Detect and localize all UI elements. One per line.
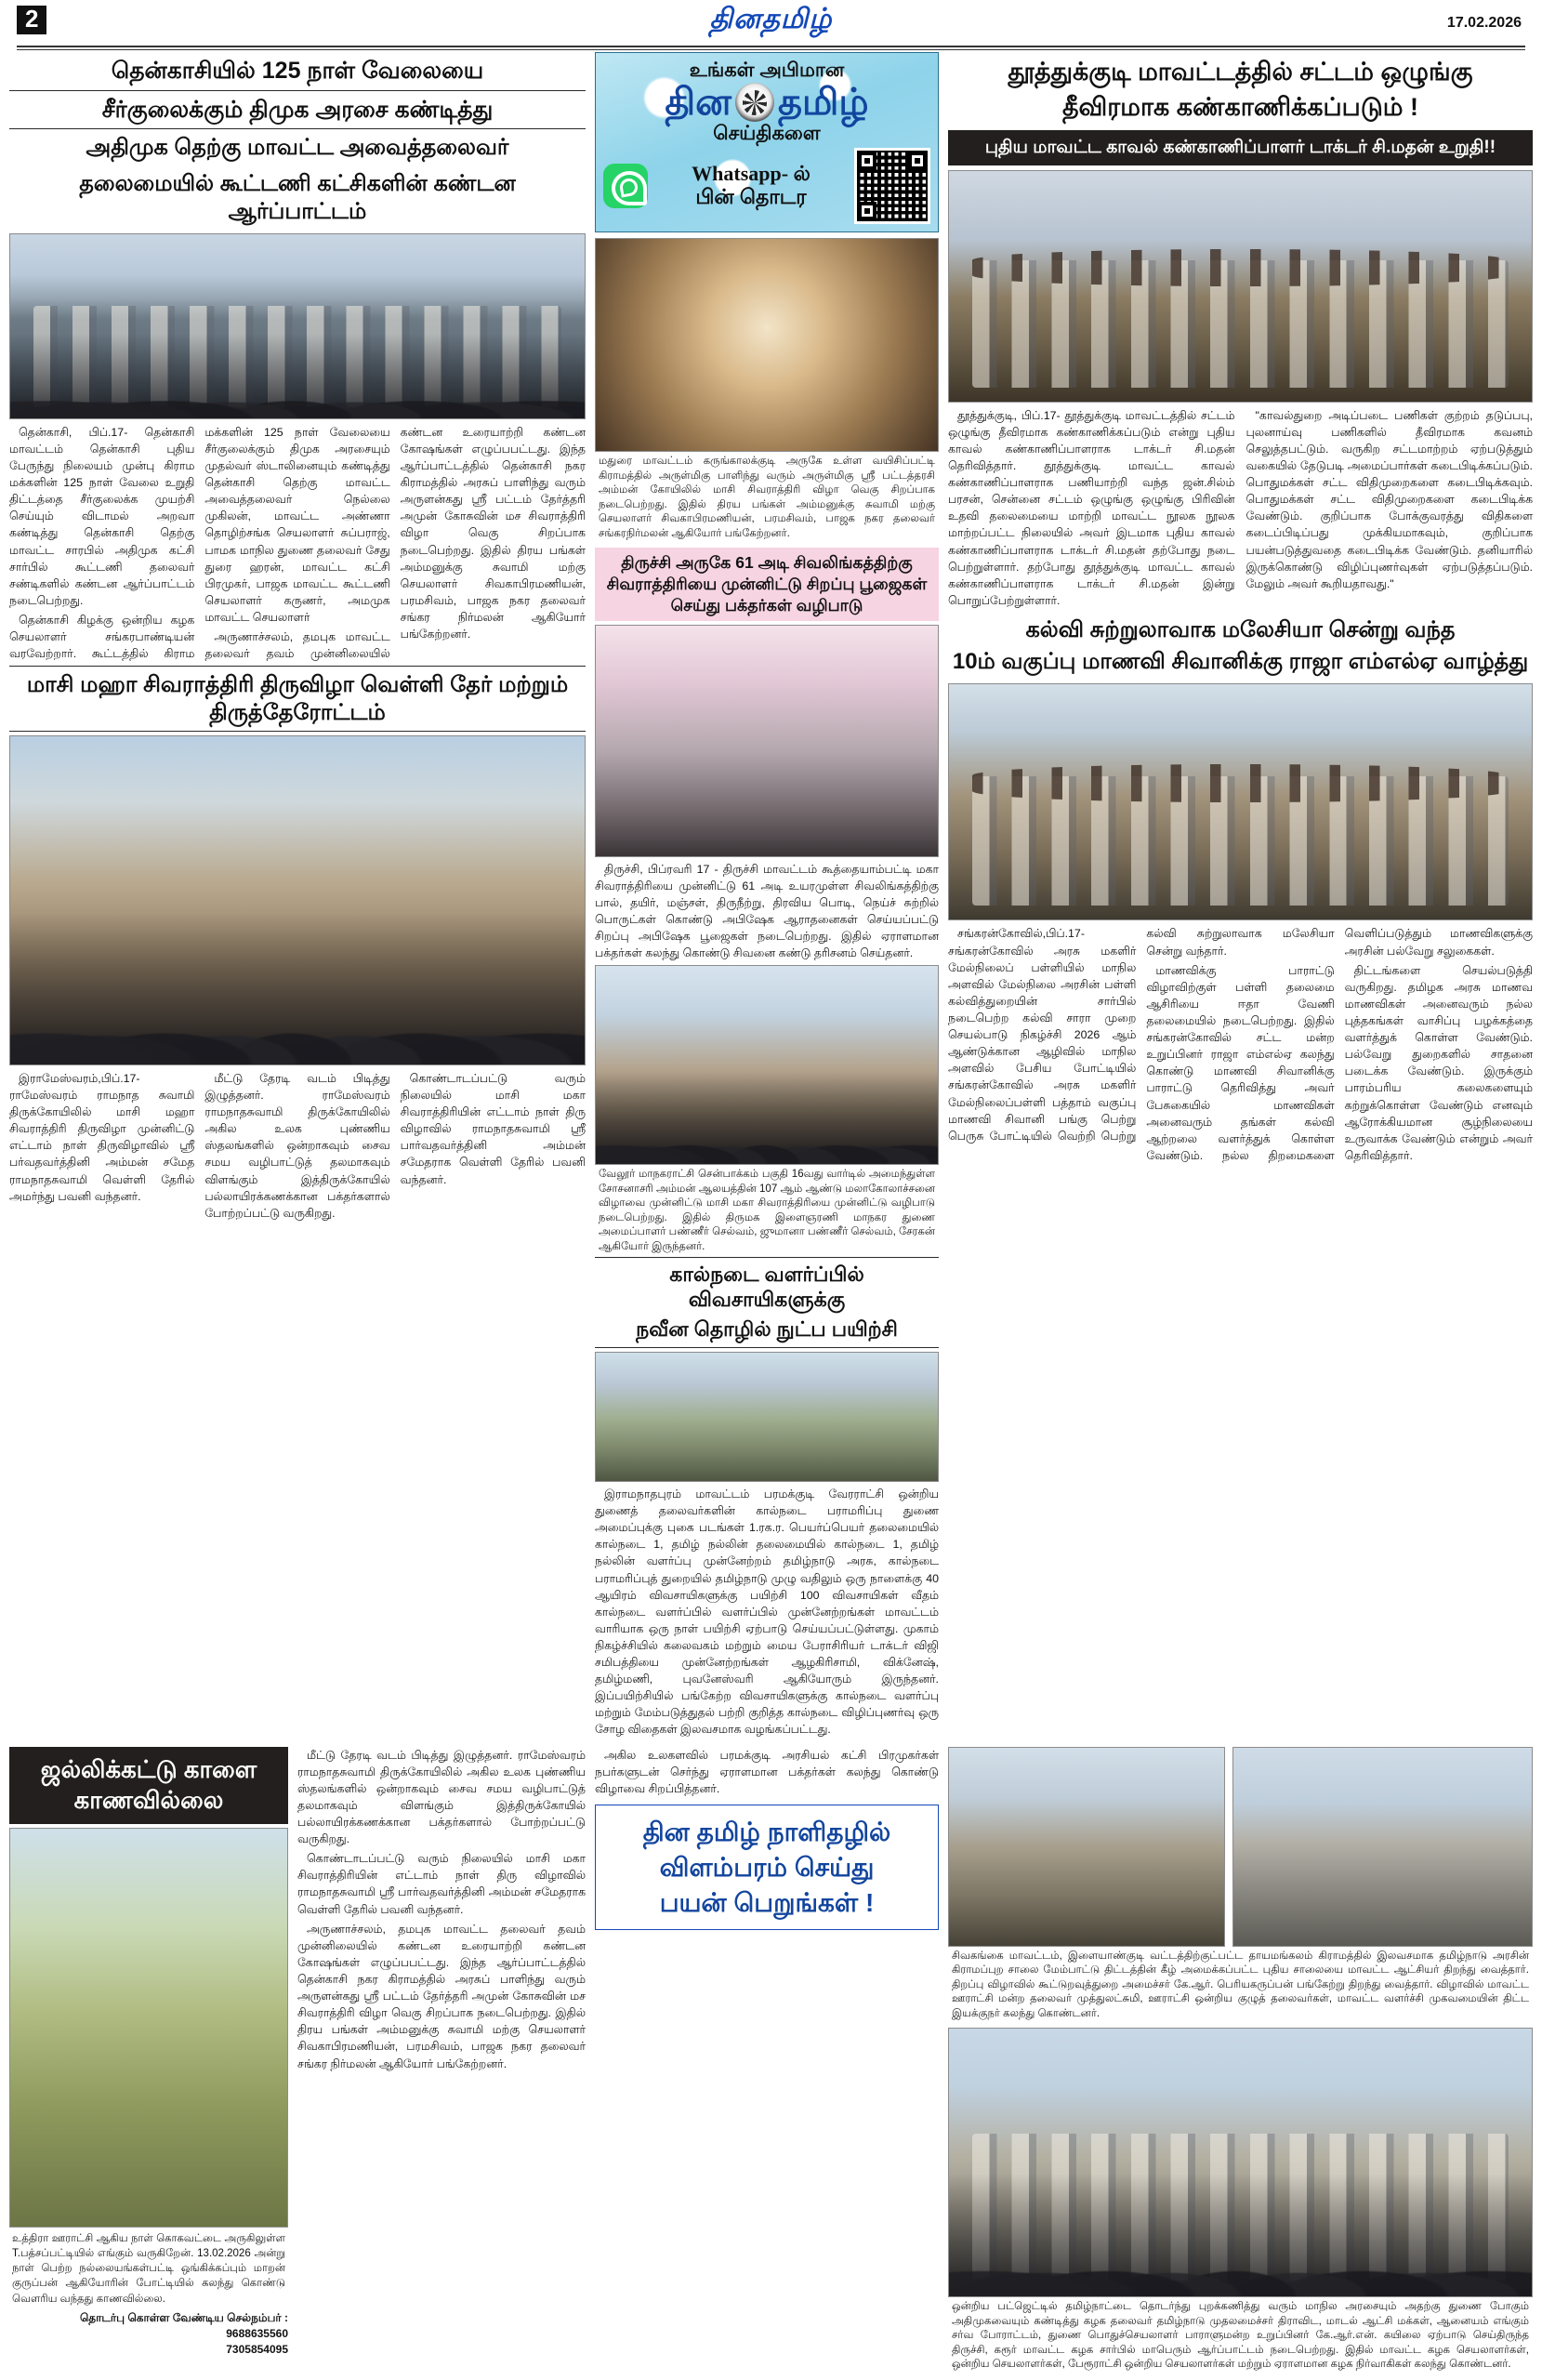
jallikattu-headline <box>9 1747 288 1825</box>
left-section2-headline: மாசி மஹா சிவராத்திரி திருவிழா வெள்ளி தேர் மற்றும் திருத்தேரோட்டம் <box>26 672 569 725</box>
dinatamil-emblem-icon <box>735 83 774 122</box>
contact-label: தொடர்பு கொள்ள வேண்டிய செல்நம்பர் : <box>79 2310 288 2324</box>
left-section2-body <box>9 1070 586 1222</box>
deity-decorated-photo <box>595 238 939 452</box>
whatsapp-ad[interactable] <box>595 52 939 232</box>
road-photo-row <box>948 1747 1533 1947</box>
masthead-title: தினதமிழ் <box>709 4 833 34</box>
left-headline-2: சீர்குலைக்கும் திமுக அரசை கண்டித்து <box>101 96 494 123</box>
rally-photo-caption: ஒன்றிய பட்ஜெட்டில் தமிழ்நாட்டை தொடர்ந்து புறக்கணித்து வரும் மாநில அரசையும் அதற்கு துணை போகும் அதிமுகவையும் கண்டித்து கழக தலைவர் தமிழ்நாடு முதலமைச்சர் திராவிட, மாடல் ஆட்சி மக்கள், ஆனையம் எங்கும் சர்வ போராட்டம், துணை பொதுச்செயலாளர் பாராளுமன்ற உறுப்பினர் கே.ஆர்.என். கயிலை ஏற்பாடு செய்திருந்த திருச்சி, கரூர் மாவட்ட கழக சார்பில் மாபெரும் ஆர்ப்பாட்டம் நடைபெற்றது. இதில் மாவட்ட கழக செயலாளர்கள், ஒன்றிய செயலாளர்கள், பேரூராட்சி ஒன்றிய செயலாளர்கள் மற்றும் ஏராளமான கழக நிர்வாகிகள் கலந்து கொண்டனர். <box>952 2301 1529 2371</box>
left-headline-3: அதிமுக தெற்கு மாவட்ட அவைத்தலைவர் <box>86 135 509 160</box>
left-article-body <box>9 424 586 663</box>
left-headline-4: தலைமையில் கூட்டணி கட்சிகளின் கண்டன ஆர்ப்பாட்டம் <box>79 171 516 224</box>
cattle-article-body <box>595 1486 939 1739</box>
training-program-photo <box>595 1352 939 1482</box>
school-students-group-photo <box>948 683 1533 920</box>
temple-photo-caption: மதுரை மாவட்டம் கருங்காலக்குடி அருகே உள்ள வயிசிப்பட்டி கிராமத்தில் அருள்மிகு பாளிந்து வரும் அருள்மிகு ஸ்ரீ பட்டத்தரசி அம்மன் கோயிலில் மாசி சிவராத்திரி விழா வெகு சிறப்பாக நடைபெற்றது. இதில் திரய பங்கள் அம்மனுக்கு சுவாமி மற்கு செயலாளர் சிவகாபிரமணியன், பரமசிவம், பாஜக நகர தலைவர் சங்கரநிர்மலன் ஆகியோர் பங்கேற்றனர். <box>599 456 935 539</box>
protest-rally-photo <box>9 233 586 419</box>
promo-line-2: விளம்பரம் செய்து <box>659 1852 875 1882</box>
ad-cta-en <box>692 162 811 185</box>
ad-cta-row[interactable] <box>603 148 930 224</box>
mid-lower-block <box>595 1747 939 1931</box>
missing-bull-photo <box>9 1828 288 2228</box>
qr-code-icon[interactable] <box>854 148 930 224</box>
paragraph: இராமநாதபுரம் மாவட்டம் பரமக்குடி வேரராட்சி ஒன்றிய துணைத் தலைவர்களின் கால்நடை பராமரிப்பு துணை அமைப்புக்கு புகை படங்கள் 1.ரக.ர. பெயர்ப்பெயர் தலைமையில் கால்நடை 1, தமிழ் நல்லின் தலைமையில் கால்நடை 1, தமிழ் நல்லின் வளர்ப்பு முன்னேற்றம் தமிழ்நாடு அரசு, கால்நடை பராமரிப்புத் துறையில் தமிழ்நாடு முழு வதிலும் ஒரு நாளைக்கு 40 ஆயிரம் விவசாயிகளுக்கு பயிற்சி 100 விவசாயிகள் வீதம் கால்நடை வளர்ப்பில் வளர்ப்பில் முன்னேற்றங்கள் மாவட்டம் வாரியாக ஒரு நாள் பயிற்சி ஏற்பாடு செய்யப்பட்டுள்ளது. முகாம் நிகழ்ச்சியில் கலைவகம் மற்றும் மைய பேராசிரியர் டாக்டர் விஜி சமிபத்தியை முன்னேற்றங்கள் ஆழகிரிசாமி, விக்னேஷ், தமிழ்மணி, புவனேஸ்வரி ஆகியோரும் இருந்தனர். இப்பயிற்சியில் பங்கேற்ற விவசாயிகளுக்கு கால்நடை வளர்ப்பு மற்றும் மேம்படுத்துதல் பற்றி குறித்த கால்நடை விழிப்புணர்வு ஒரு சோழ விதைகள் இலவசமாக வழங்கப்பட்டது. <box>595 1487 939 1737</box>
edu-headline-2: 10ம் வகுப்பு மாணவி சிவானிக்கு ராஜா எம்எல்ஏ வாழ்த்து <box>952 649 1529 675</box>
paragraph: மீட்டு தேரடி வடம் பிடித்து இழுத்தனர். ராமேஸ்வரம் ராமநாதசுவாமி திருக்கோயிலில் அகில உலக புண்ணிய ஸ்தலங்களில் ஒன்றாகவும் சைவ சமய வழிபாட்டுத் தலமாகவும் விளங்கும் இத்திருக்கோயில் பல்லாயிரக்கணக்கான பக்தர்களால் போற்றப்பட்டு வருகிறது. <box>204 1071 390 1220</box>
page-number: 2 <box>17 6 46 34</box>
paragraph: தூத்துக்குடி, பிப்.17- தூத்துக்குடி மாவட்டத்தில் சட்டம் ஒழுங்கு தீவிரமாக கண்காணிக்கப்படும் என்று புதிய காவல் கண்காணிப்பாளராக டாக்டர் சி.மதன் தெரிவித்தார். தூத்துக்குடி மாவட்ட காவல் கண்காணிப்பாளராக பணியாற்றி வந்த ஜன்.சில்ம் பரசன், சென்னை சட்டம் ஒழுங்கு ஒழுங்கு பிரிவின் உதவி தலைமையை மாற்றி மாவட்ட நூலக நூலக மாற்றப்பட்ட நிலையில் அவர் இடமாக புதிய காவல் கண்காணிப்பாளராக டாக்டர் சி.மதன் தற்போது நடை பெற்றுள்ளார். தற்போது தூத்துக்குடி மாவட்ட காவல் கண்காணிப்பாளராக டாக்டர் சி.மதன் இன்று பொறுப்பேற்றுள்ளார். <box>948 408 1235 607</box>
left-continuation-block <box>297 1747 586 2075</box>
edu-headline-1: கல்வி சுற்றுலாவாக மலேசியா சென்று வந்த <box>1025 616 1456 642</box>
right-headline-band: புதிய மாவட்ட காவல் கண்காணிப்பாளர் டாக்டர் சி.மதன் உறுதி!! <box>948 130 1533 165</box>
paragraph: அகில உலகளவில் பரமக்குடி அரசியல் கட்சி பிரமுகர்கள் நபர்களுடன் செர்ந்து ஏராளமான பக்தர்கள் கலந்து கொண்டு விழாவை சிறப்பித்தனர். <box>595 1748 939 1795</box>
jallikattu-headline-2: காணவில்லை <box>73 1786 224 1815</box>
masthead-rule <box>17 46 1525 50</box>
top-section <box>9 52 1533 1741</box>
lingam-headline: திருச்சி அருகே 61 அடி சிவலிங்கத்திற்கு சிவராத்திரியை முன்னிட்டு சிறப்பு பூஜைகள் செய்து பக்தர்கள் வழிபாடு <box>595 548 939 620</box>
qr-eye <box>858 202 876 220</box>
ad-cta-suffix: - ல் <box>781 162 811 186</box>
shiva-lingam-photo <box>595 625 939 857</box>
jallikattu-caption: உத்திரா ஊராட்சி ஆகிய நாள் கொகவட்டை அருகிலுள்ள T.பத்சப்பட்டியில் எங்கும் வருகிறேன். 13.02.2026 அன்று நாள் பெற்ற நல்லையங்கள்பட்டி ஒங்கிக்கப்பும் மாறன் குருப்பன் ஆகியோரின் போட்டியில் கலந்து கொண்டு வெளரிய வந்தது காணவில்லை. <box>12 2233 285 2305</box>
masthead <box>9 0 1533 52</box>
advertise-promo[interactable] <box>595 1805 939 1930</box>
ad-cta-ta: பின் தொடர <box>695 185 807 209</box>
left-column <box>9 52 586 1222</box>
mid-lower-body <box>595 1747 939 1797</box>
ad-cta-word: Whatsapp <box>692 162 782 186</box>
divider <box>9 731 586 732</box>
paragraph: திட்டங்களை செயல்படுத்தி வருகிறது. தமிழக அரசு மாணவ மாணவிகள் அனைவரும் நல்ல புத்தகங்கள் வாசிப்பு பழக்கத்தை வளர்த்துக் கொள்ள வேண்டும். பல்வேறு துறைகளில் சாதனை படைக்க வேண்டும். இருக்கும் பாரம்பரிய கலைகளையும் கற்றுக்கொள்ள வேண்டும் எனவும் ஆரோக்கியமான சூழ்நிலையை உருவாக்க வேண்டும் என்றும் அவர் தெரிவித்தார். <box>1344 963 1533 1162</box>
ad-brand <box>603 83 930 122</box>
ad-cta-text <box>653 163 849 210</box>
promo-line-3: பயன் பெறுங்கள் ! <box>659 1887 875 1917</box>
award-ceremony-photo <box>948 1747 1225 1947</box>
new-road-photo <box>1232 1747 1533 1947</box>
temple-chariot-procession-photo <box>9 735 586 1065</box>
paragraph: அருணாச்சலம், தமபுக மாவட்ட தலைவர் தவம் முன்னிலையில் கண்டன உரையாற்றி கண்டன கோஷங்கள் எழுப்பபட்டது. இந்த ஆர்ப்பாட்டத்தில் தென்காசி நகர கிராமத்தில் அரசுப் பாளிந்து வரும் அருளன்கது ஸ்ரீ பட்டம் தேர்த்தரி அமுன் கோசுவின் மச சிவராத்திரி விழா வெகு சிறப்பாக நடைபெற்றது. இதில் திரய பங்கள் அம்மனுக்கு சுவாமி மற்கு செயலாளர் சிவகாபிரமணியன், பரமசிவம், பாஜக நகர தலைவர் சங்கர நிர்மலன் ஆகியோர் பங்கேற்றனர். <box>204 425 586 661</box>
paragraph: கொண்டாடப்பட்டு வரும் நிலையில் மாசி மகா சிவராத்திரியின் எட்டாம் நாள் திரு விழாவில் ராமநாதசுவாமி ஸ்ரீ பார்வதவர்த்தினி அம்மன் சமேதராக வெள்ளி தேரில் பவனி வந்தனர். <box>400 1071 586 1186</box>
road-photo-caption: சிவகங்கை மாவட்டம், இளையாண்குடி வட்டத்திற்குட்பட்ட தாயமங்கலம் கிராமத்தில் இலவசமாக தமிழ்நாடு அரசின் கிராமப்புற சாலை மேம்பாட்டு திட்டத்தின் கீழ் அமைக்கப்பட்ட புதிய சாலையை மாவட்ட ஆட்சியர் திறந்து வைத்தார். திறப்பு விழாவில் கூட்டுறவுத்துறை அமைச்சர் கே.ஆர். பெரியகருப்பன் பங்கேற்று திறந்து வைத்தார். விழாவில் மாவட்ட ஊராட்சி மன்ற தலைவர் முத்துலட்சுமி, ஊராட்சி ஒன்றிய குழுத் தலைவர்கள், மாவட்ட வளர்ச்சி முகவமையின் திட்ட இயக்குநர் கலந்து கொண்டனர். <box>952 1950 1529 2019</box>
ad-brand-part-1: தின <box>665 82 731 124</box>
right-column <box>948 52 1533 1164</box>
qr-eye <box>858 152 876 170</box>
cattle-headline-2: நவீன தொழில் நுட்ப பயிற்சி <box>636 1317 898 1342</box>
water-distribution-photo <box>595 965 939 1165</box>
jallikattu-headline-1: ஜல்லிக்கட்டு காளை <box>40 1754 257 1783</box>
water-photo-caption: வேலூர் மாநகராட்சி சென்பாக்கம் பகுதி 16வது வார்டில் அமைந்துள்ள சோசனாசரி அம்மன் ஆலயத்தின் 107 ஆம் ஆண்டு மலாகோலாச்சனை விழாவை முன்னிட்டு மாசி மகா சிவராத்திரியை முன்னிட்டு வழிபாடு நடைபெற்றது. இதில் திருமக இளைஞரணி மாநகர துணை அமைப்பாளர் பண்ணீர் செல்வம், ஜுமானா பண்ணீர் செல்வம், சேரகன் ஆகியோர் இருந்தனர். <box>599 1169 935 1252</box>
ad-brand-part-2: தமிழ் <box>777 82 869 124</box>
paragraph: மாணவிக்கு பாராட்டு விழாவிற்குள் பள்ளி தலைமை ஆசிரியை ஈதா வேணி தலைமையில் நடைபெற்றது. இதில் சங்கரன்கோவில் சட்ட மன்ற உறுப்பினர் ராஜா எம்எல்ஏ கலந்து கொண்டு மாணவி சிவானிக்கு பாராட்டு தெரிவித்து அவர் பேசுகையில் மாணவிகள் அனைவரும் தங்கள் கல்வி ஆற்றலை வளர்த்துக் கொள்ள வேண்டும். நல்ல திறமைகளை வெளிப்படுத்தும் மாணவிகளுக்கு அரசின் பல்வேறு சலுகைகள். <box>1146 927 1533 1162</box>
left-headline-1: தென்காசியில் 125 நாள் வேலையை <box>111 58 484 84</box>
paragraph: மீட்டு தேரடி வடம் பிடித்து இழுத்தனர். ராமேஸ்வரம் ராமநாதசுவாமி திருக்கோயிலில் அகில உலக புண்ணிய ஸ்தலங்களில் ஒன்றாகவும் சைவ சமய வழிபாட்டுத் தலமாகவும் விளங்கும் இத்திருக்கோயில் பல்லாயிரக்கணக்கான பக்தர்களால் போற்றப்பட்டு வருகிறது. <box>297 1748 586 1846</box>
qr-eye <box>908 152 927 170</box>
ad-line-3: செய்திகளை <box>713 123 821 145</box>
divider <box>595 1347 939 1348</box>
lower-section <box>9 1747 1533 2375</box>
paragraph: தென்காசி கிழக்கு ஒன்றிய கழக செயலாளர் சங்கரபாண்டியன் வரவேற்றார். கூட்டத்தில் கிராம மக்களின் 125 நாள் வேலையை சீர்குலைக்கும் திமுக அரசையும் முதல்வர் ஸ்டாலினையும் கண்டித்து தென்காசி தெற்கு மாவட்ட அவைத்தலைவர் நெல்லை முகிலன், மாவட்ட அண்ணா தொழிற்சங்க செயலாளர் சுப்பராஜ், பாமக மாநில துணை தலைவர் சேது துரை ஹரன், மாவட்ட கட்சி பிரமுகர், பாஜக மாவட்ட கூட்டணி செயலாளர் கருணர், அமமுக மாவட்ட செயலாளர் <box>9 425 390 661</box>
whatsapp-icon[interactable] <box>603 164 648 208</box>
paragraph: கொண்டாடப்பட்டு வரும் நிலையில் மாசி மகா சிவராத்திரியின் எட்டாம் நாள் திரு விழாவில் ராமநாதசுவாமி ஸ்ரீ பார்வதவர்த்தினி அம்மன் சமேதராக வெள்ளி தேரில் பவனி வந்தனர். <box>297 1852 586 1916</box>
public-rally-photo <box>948 2028 1533 2297</box>
paragraph: தென்காசி, பிப்.17- தென்காசி மாவட்டம் தென்காசி புதிய பேருந்து நிலையம் முன்பு கிராம மக்களின் 125 நாள் வேலை உறுதி திட்டத்தை சீர்குலைக்க முயற்சி செய்யும் விடாமல் அறவா கண்டித்து தென்காசி தெற்கு மாவட்ட சாரபில் அதிமுக கட்சி சார்பில் கூட்டணி தலைவர் சண்டிகளில் கண்டன ஆர்ப்பாட்டம் நடைபெற்றது. <box>9 425 195 607</box>
promo-line-1: தின தமிழ் நாளிதழில் <box>642 1817 891 1846</box>
right-headline-1: தூத்துக்குடி மாவட்டத்தில் சட்டம் ஒழுங்கு <box>1008 58 1473 86</box>
right-article-body <box>948 407 1533 609</box>
paragraph: அருணாச்சலம், தமபுக மாவட்ட தலைவர் தவம் முன்னிலையில் கண்டன உரையாற்றி கண்டன கோஷங்கள் எழுப்பபட்டது. இந்த ஆர்ப்பாட்டத்தில் தென்காசி நகர கிராமத்தில் அரசுப் பாளிந்து வரும் அருளன்கது ஸ்ரீ பட்டம் தேர்த்தரி அமுன் கோசுவின் மச சிவராத்திரி விழா வெகு சிறப்பாக நடைபெற்றது. இதில் திரய பங்கள் அம்மனுக்கு சுவாமி மற்கு செயலாளர் சிவகாபிரமணியன், பரமசிவம், பாஜக நகர தலைவர் சங்கர நிர்மலன் ஆகியோர் பங்கேற்றனர். <box>297 1922 586 2070</box>
cattle-headline-1: கால்நடை வளர்ப்பில் விவசாயிகளுக்கு <box>669 1263 864 1312</box>
ad-line-1: உங்கள் அபிமான <box>689 60 845 81</box>
masthead-date: 17.02.2026 <box>1446 15 1522 31</box>
paragraph: "காவல்துறை அடிப்படை பணிகள் குற்றம் தடுப்பபு, புலனாய்வு பணிகளில் தீவிரமாக கவனம் செலுத்தபட்டும். வருகிற சட்டமாற்றம் ஏற்படுத்தும் வகையில் தேடுபடி அமைப்பார்கள் கடைபிடிக்கப்படும். பொதுமக்கள் சட்ட விதிமுறைகளை கடைபிடிக்கவும். பொதுமக்கள் சட்ட விதிமுறைகளை கடைபிடிக்க வேண்டும். குறிப்பாக போக்குவரத்து விதிகளை கடைப்பிடிப்பது முக்கியமாகவும், குறிப்பாக பயன்படுத்துவதை கடைபிடிக்க வேண்டும். தனியாரில் இருக்கொண்டு விழிப்புணர்வுகள் ஏற்படுத்தப்படும். மேலும் அவர் கூறியதாவது." <box>1245 408 1533 590</box>
paragraph: இராமேஸ்வரம்,பிப்.17- ராமேஸ்வரம் ராமநாத சுவாமி திருக்கோயிலில் மாசி மஹா சிவராத்திரி திருவிழா முன்னிட்டு எட்டாம் நாள் திருவிழாவில் ஸ்ரீ பர்வதவர்த்தினி அம்மன் சமேத ராமநாதசுவாமி வெள்ளி தேரில் அமர்ந்து பவனி வந்தனர். <box>9 1071 195 1203</box>
paragraph: சங்கரன்கோவில்,பிப்.17- சங்கரன்கோவில் அரசு மகளிர் மேல்நிலைப் பள்ளியில் மாநில அளவில் மேல்நிலை அரசின் பள்ளி கல்வித்துறையின் சார்பில் நடைபெற்ற கல்வி சாரா முறை செயல்பாடு நிகழ்ச்சி 2026 ஆம் ஆண்டுக்கான ஆழிவில் மாநில அளவில் பேசிய போட்டியில் சங்கரன்கோவில் அரசு மகளிர் மேல்நிலைப்பள்ளி பத்தாம் வகுப்பு மாணவி சிவானி பங்கு பெற்று பெருசு போட்டியில் வெற்றி பெற்று கல்வி சுற்றுலாவாக மலேசியா சென்று வந்தார். <box>948 927 1335 1143</box>
contact-number-2: 7305854095 <box>226 2343 288 2357</box>
paragraph: திருச்சி, பிப்ரவரி 17 - திருச்சி மாவட்டம் கூத்தையாம்பட்டி மகா சிவராத்திரியை முன்னிட்டு 61 அடி உயரமுள்ள சிவலிங்கத்திற்கு பால், தயிர், மஞ்சள், திருநீற்று, திரவிய பொடி, நெய்ச் சுற்றில் பொருட்கள் கொண்டு அபிஷேக ஆராதனைகள் செய்யப்பட்டு சிறப்பு அபிஷேக பூஜைகள் நடைபெற்றது. இதில் ஏராளமான பக்தர்கள் கலந்து கொண்டு சிவனை கண்டு தரிசனம் செய்தனர். <box>595 862 939 960</box>
lingam-article-body <box>595 861 939 962</box>
right-lower-block <box>948 1747 1533 2375</box>
mid-column <box>595 52 939 1741</box>
right-headline-2: தீவிரமாக கண்காணிக்கப்படும் ! <box>1061 92 1419 121</box>
jallikattu-block <box>9 1747 288 2359</box>
edu-article-body <box>948 925 1533 1164</box>
left-continuation-body <box>297 1747 586 2072</box>
police-press-meet-photo <box>948 170 1533 403</box>
contact-number-1: 9688635560 <box>226 2327 288 2341</box>
